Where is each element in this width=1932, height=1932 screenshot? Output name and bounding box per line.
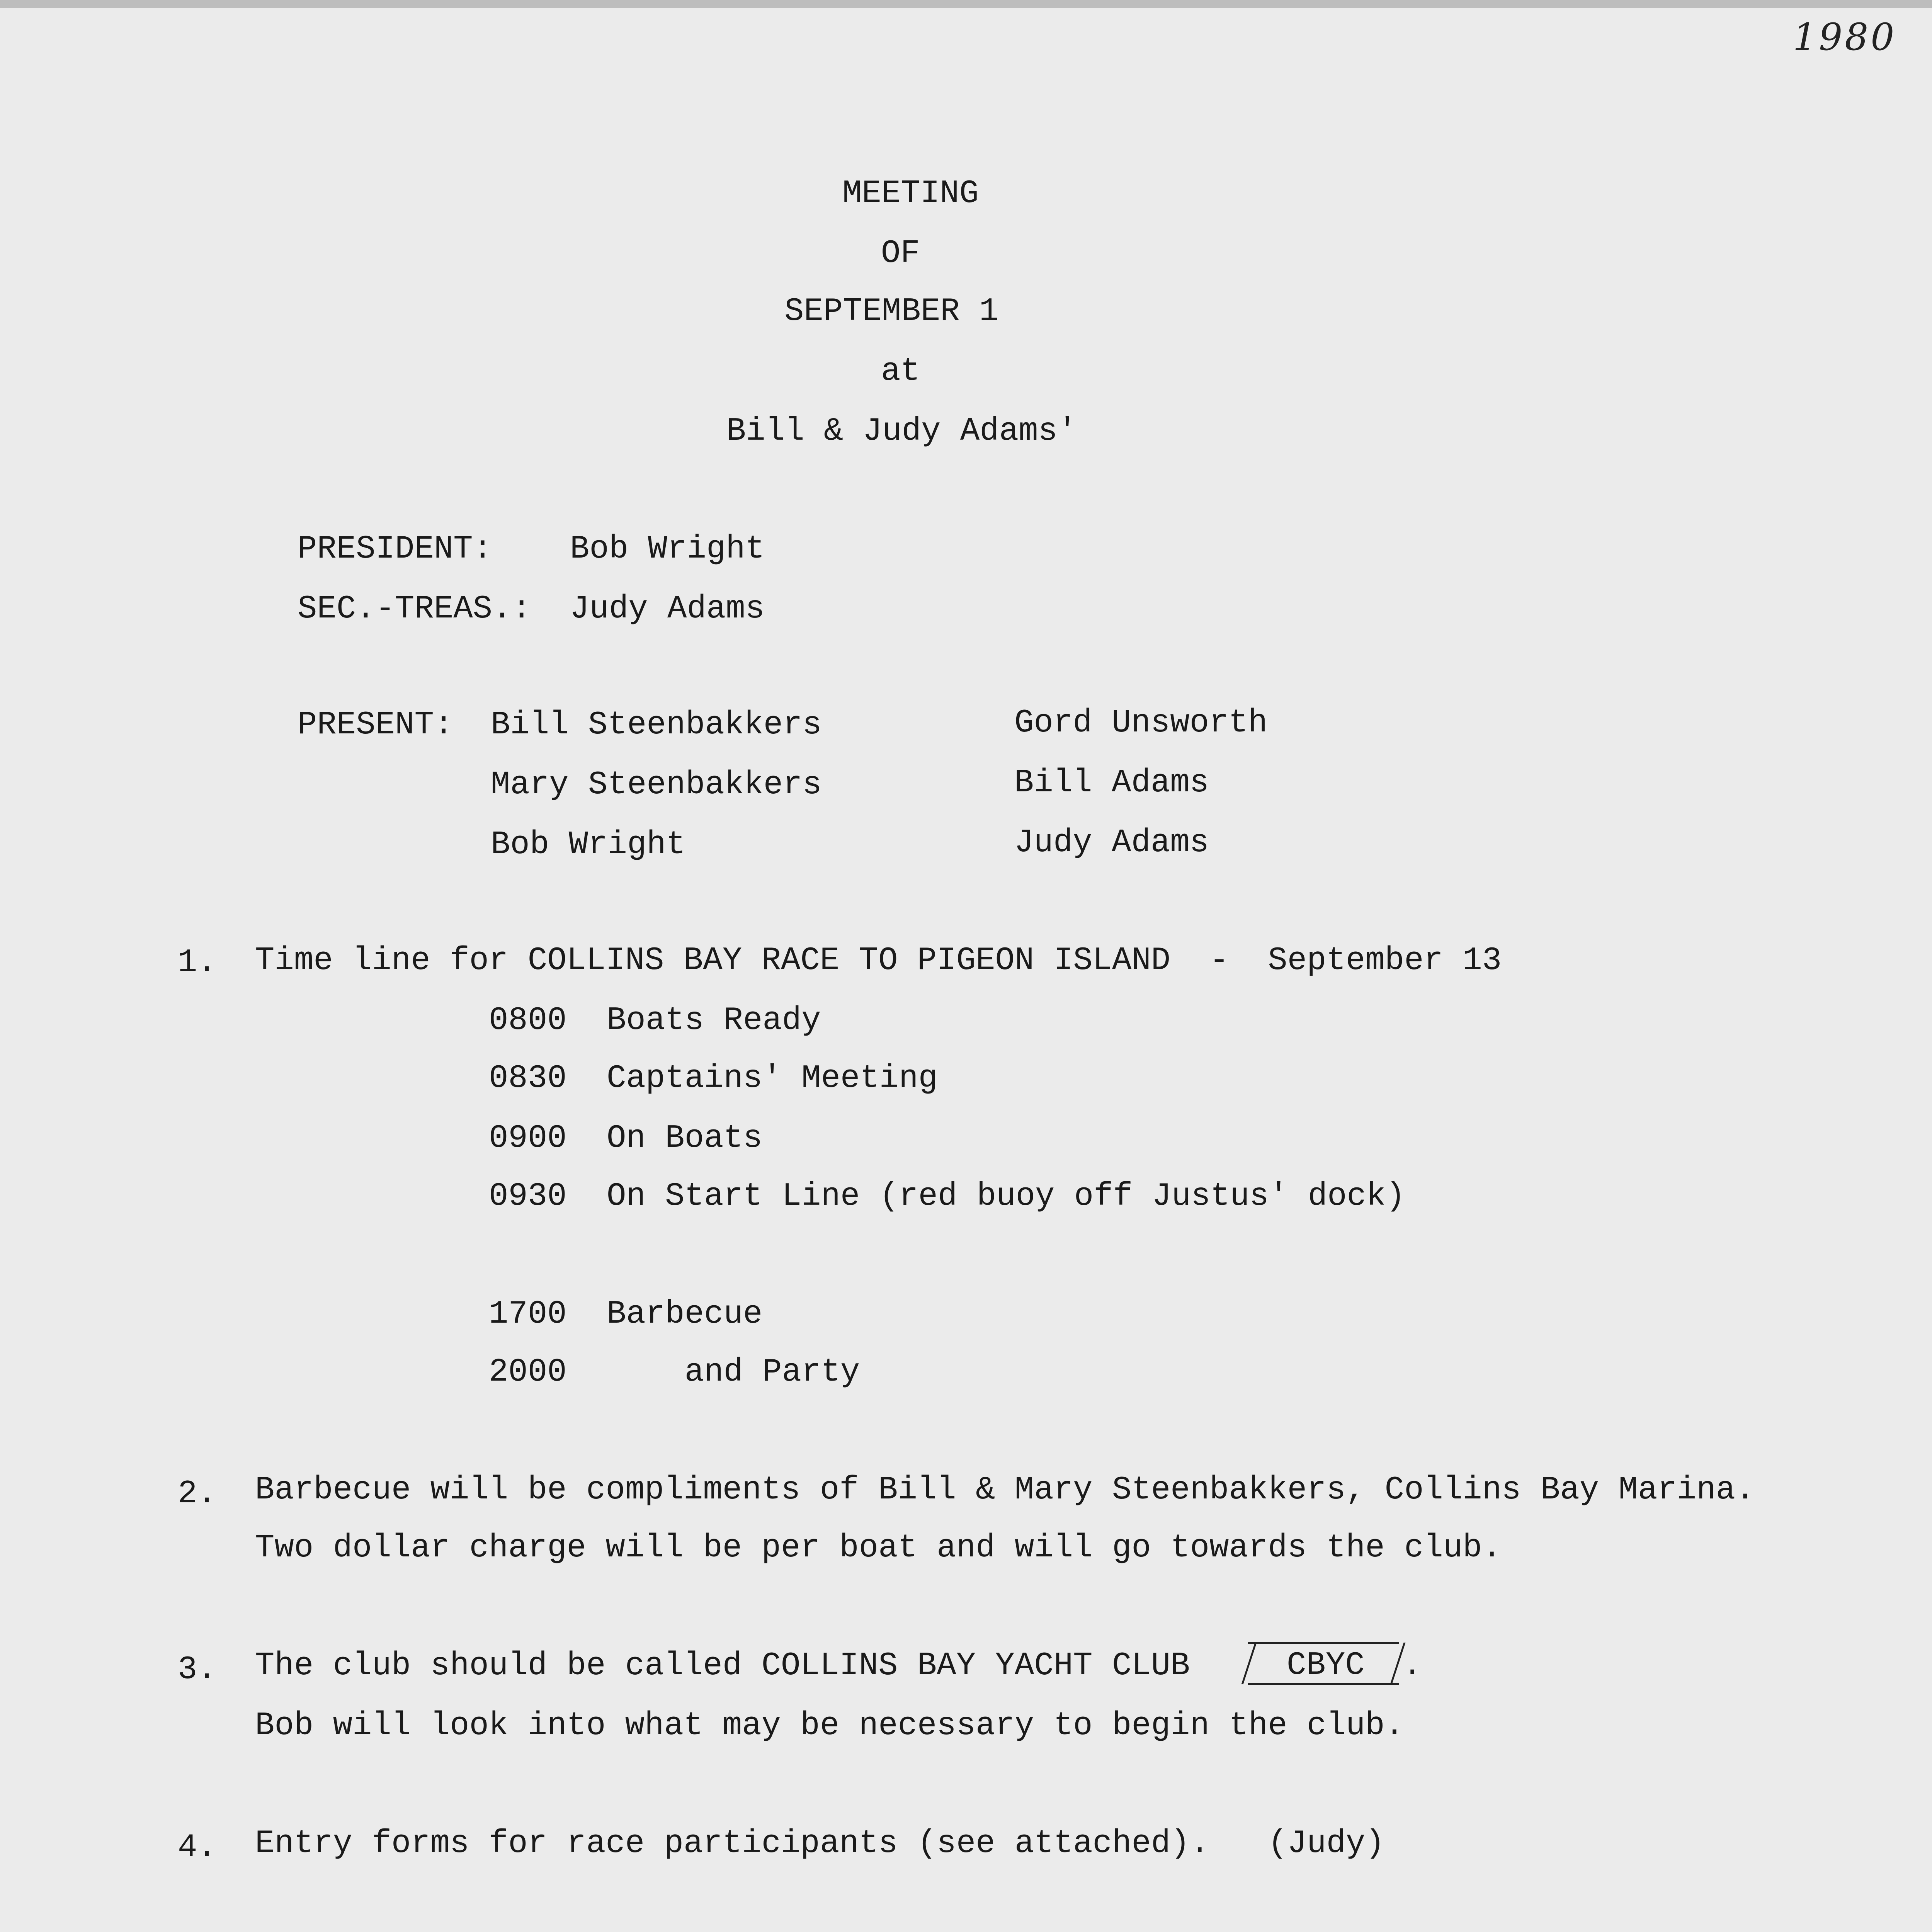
item-number: 4. (178, 1829, 217, 1866)
present-label: PRESENT: (298, 707, 454, 743)
item-number: 2. (178, 1476, 217, 1512)
timeline-event: Barbecue (607, 1296, 763, 1333)
present-name: Gord Unsworth (1014, 705, 1268, 742)
handwritten-year: 1980 (1793, 15, 1897, 59)
item-2-text: Two dollar charge will be per boat and will go towards the club. (255, 1530, 1502, 1566)
item-4-text: Entry forms for race participants (see attached). (Judy) (255, 1825, 1385, 1862)
item-2-text: Barbecue will be compliments of Bill & Mary Steenbakkers, Collins Bay Marina. (255, 1472, 1755, 1509)
timeline-time: 0900 (489, 1120, 567, 1157)
president-name: Bob Wright (570, 531, 765, 568)
title-of: OF (881, 235, 920, 272)
timeline-time: 0930 (489, 1178, 567, 1215)
present-name: Judy Adams (1014, 825, 1209, 861)
timeline-time: 2000 (489, 1354, 567, 1391)
timeline-event: On Start Line (red buoy off Justus' dock) (607, 1178, 1405, 1215)
sectreas-name: Judy Adams (570, 591, 765, 628)
box-slash (1241, 1643, 1257, 1684)
present-name: Bill Adams (1014, 765, 1209, 801)
timeline-event: On Boats (607, 1120, 763, 1157)
present-name: Mary Steenbakkers (491, 767, 822, 803)
timeline-time: 0830 (489, 1060, 567, 1097)
item-number: 3. (178, 1651, 217, 1688)
cbyc-box (1248, 1642, 1399, 1685)
item-3-text: Bob will look into what may be necessary to begin the club. (255, 1708, 1405, 1744)
item-3-period: . (1403, 1648, 1422, 1684)
scan-top-edge (0, 0, 1932, 8)
timeline-event: and Party (607, 1354, 860, 1391)
present-name: Bob Wright (491, 827, 686, 863)
title-at: at (881, 353, 920, 390)
timeline-event: Boats Ready (607, 1002, 821, 1039)
item-3-text: The club should be called COLLINS BAY YACHT CLUB (255, 1648, 1190, 1684)
president-label: PRESIDENT: (298, 531, 493, 568)
sectreas-label: SEC.-TREAS.: (298, 591, 531, 628)
cbyc-abbreviation: CBYC (1287, 1647, 1365, 1684)
timeline-time: 0800 (489, 1002, 567, 1039)
title-date: SEPTEMBER 1 (784, 293, 999, 330)
timeline-event: Captains' Meeting (607, 1060, 938, 1097)
present-name: Bill Steenbakkers (491, 707, 822, 743)
timeline-time: 1700 (489, 1296, 567, 1333)
title-meeting: MEETING (842, 175, 979, 212)
item-1-text: Time line for COLLINS BAY RACE TO PIGEON ISLAND - September 13 (255, 942, 1502, 979)
title-location: Bill & Judy Adams' (726, 413, 1077, 450)
item-number: 1. (178, 944, 217, 981)
